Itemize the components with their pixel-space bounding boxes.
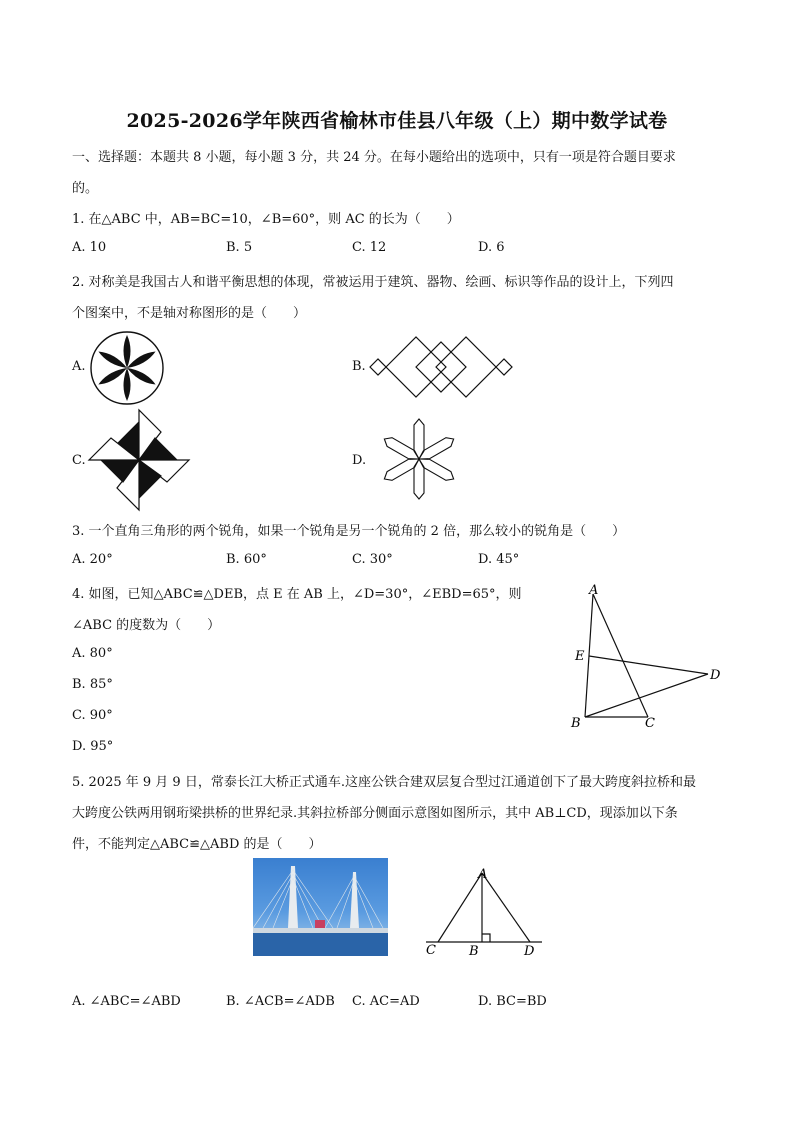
label-c: C (645, 716, 655, 731)
q4-option-b: B. 85° (72, 677, 113, 692)
section-instructions: 一、选择题：本题共 8 小题，每小题 3 分，共 24 分。在每小题给出的选项中，只有一项是符合题目要求 (72, 150, 676, 165)
section-instructions-cont: 的。 (72, 181, 99, 196)
q2-option-b-label: B. (352, 359, 366, 374)
question-1-stem: 1. 在△ABC 中，AB=BC=10，∠B=60°，则 AC 的长为（ ） (72, 212, 460, 227)
q3-option-c: C. 30° (352, 552, 393, 567)
q5-option-d: D. BC=BD (478, 994, 547, 1009)
q1-option-b: B. 5 (226, 240, 253, 255)
bridge-triangle-figure (420, 865, 550, 960)
q3-option-b: B. 60° (226, 552, 267, 567)
q4-option-a: A. 80° (72, 646, 113, 661)
q5-option-c: C. AC=AD (352, 994, 420, 1009)
q1-option-c: C. 12 (352, 240, 387, 255)
label-a: A (589, 583, 599, 598)
label-b: B (469, 944, 479, 959)
flower-pattern-figure (89, 330, 165, 406)
question-5-stem-cont: 大跨度公铁两用钢珩梁拱桥的世界纪录.其斜拉桥部分侧面示意图如图所示，其中 AB⊥CD，现添加以下条 (72, 806, 678, 821)
label-b: B (571, 716, 581, 731)
label-c: C (426, 943, 436, 958)
question-4-stem-cont: ∠ABC 的度数为（ ） (72, 618, 221, 633)
q3-option-d: D. 45° (478, 552, 520, 567)
question-5-stem: 5. 2025 年 9 月 9 日，常泰长江大桥正式通车.这座公铁合建双层复合型过江通道创下了最大跨度斜拉桥和最 (72, 775, 696, 790)
question-5-stem-cont2: 件，不能判定△ABC≌△ABD 的是（ ） (72, 837, 322, 852)
pinwheel-figure (89, 410, 189, 510)
snowflake-star-figure (372, 414, 466, 504)
question-3-stem: 3. 一个直角三角形的两个锐角，如果一个锐角是另一个锐角的 2 倍，那么较小的锐角是（ ） (72, 524, 626, 539)
q3-option-a: A. 20° (72, 552, 113, 567)
q2-option-d-label: D. (352, 453, 367, 468)
q5-option-b: B. ∠ACB=∠ADB (226, 994, 335, 1009)
diamond-chain-figure (370, 332, 512, 402)
q5-option-a: A. ∠ABC=∠ABD (72, 994, 181, 1009)
bridge-photo (253, 858, 388, 956)
question-2-stem: 2. 对称美是我国古人和谐平衡思想的体现，常被运用于建筑、器物、绘画、标识等作品的设计上，下列四 (72, 275, 674, 290)
label-a: A (478, 867, 488, 882)
question-4-stem: 4. 如图，已知△ABC≌△DEB，点 E 在 AB 上，∠D=30°，∠EBD=65°，则 (72, 587, 522, 602)
q4-option-c: C. 90° (72, 708, 113, 723)
page-title: 2025-2026学年陕西省榆林市佳县八年级（上）期中数学试卷 (126, 110, 668, 132)
label-e: E (575, 649, 585, 664)
q2-option-a-label: A. (72, 359, 86, 374)
q1-option-a: A. 10 (72, 240, 107, 255)
q2-option-c-label: C. (72, 453, 86, 468)
q4-option-d: D. 95° (72, 739, 114, 754)
question-2-stem-cont: 个图案中，不是轴对称图形的是（ ） (72, 306, 307, 321)
label-d: D (524, 944, 535, 959)
triangle-congruence-figure (565, 580, 735, 730)
label-d: D (710, 668, 721, 683)
q1-option-d: D. 6 (478, 240, 505, 255)
